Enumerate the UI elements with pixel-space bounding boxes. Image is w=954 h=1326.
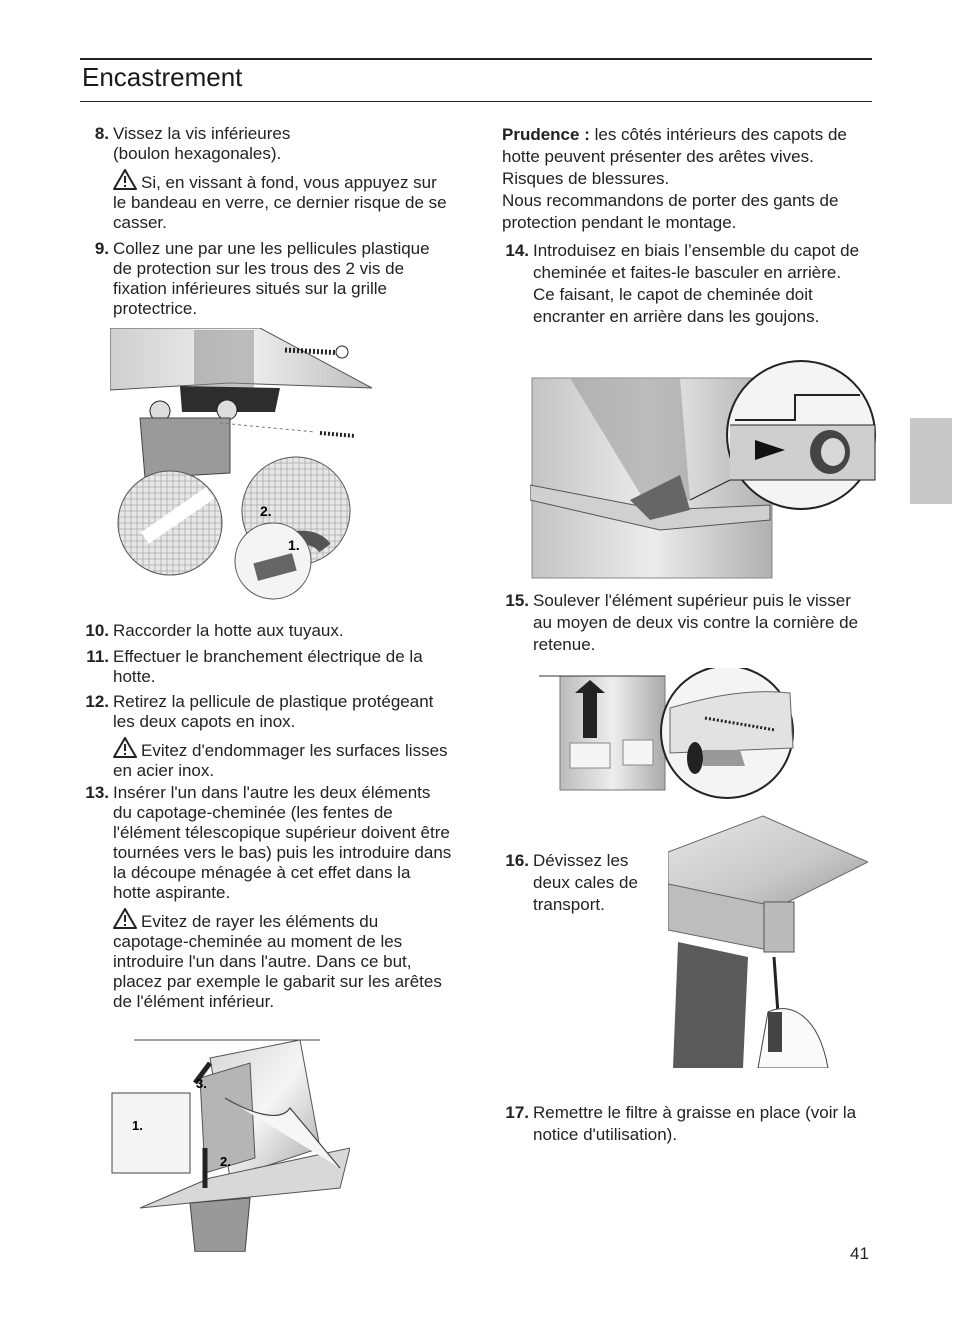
step-8-warning: Si, en vissant à fond, vous appuyez sur le bandeau en verre, ce dernier risque de se casser. — [113, 169, 452, 233]
page-title: Encastrement — [82, 62, 243, 92]
caution-text-2: Nous recommandons de porter des gants de protection pendant le montage. — [502, 191, 839, 232]
right-column — [502, 124, 874, 1144]
figure-step-14 — [530, 360, 876, 580]
step-15: 15. Soulever l'élément supérieur puis le visser au moyen de deux vis contre la cornière de retenue. — [505, 591, 859, 654]
step-13-warning: Evitez de rayer les éléments du capotage-cheminée au moment de les introduire l'un dans l'autre. Dans ce but, placez par exemple le gabarit sur les arêtes de l'élément inférieur. — [113, 908, 452, 1012]
top-rule — [80, 58, 872, 60]
step-9: 9. Collez une par une les pellicules plastique de protection sur les trous des 2 vis de fixation inférieures situés sur la grille protectrice. — [82, 239, 452, 319]
section-tab — [910, 418, 952, 504]
step-8: 8. Vissez la vis inférieures (boulon hexagonales). Si, en vissant à fond, vous appuyez sur le bandeau en verre, ce dernier risque de se casser. — [82, 124, 452, 233]
step-12-warning: Evitez d'endommager les surfaces lisses en acier inox. — [113, 737, 452, 781]
title-rule — [80, 101, 872, 102]
page-number: 41 — [850, 1244, 869, 1263]
step-9-text: Collez une par une les pellicules plastique de protection sur les trous des 2 vis de fixation inférieures situés sur la grille protectrice. — [113, 239, 430, 318]
fig9-label-2: 2. — [260, 503, 272, 519]
fig13-label-1: 1. — [132, 1118, 143, 1133]
step-12: 12. Retirez la pellicule de plastique protégeant les deux capots en inox. Evitez d'endommager les surfaces lisses en acier inox. — [82, 692, 452, 781]
step-10: 10. Raccorder la hotte aux tuyaux. — [85, 621, 344, 640]
fig13-label-3: 3. — [196, 1076, 207, 1091]
warning-icon — [113, 169, 137, 190]
figure-step-9 — [110, 328, 372, 600]
step-17: 17. Remettre le filtre à graisse en place (voir la notice d'utilisation). — [505, 1103, 857, 1144]
step-8-text: Vissez la vis inférieures (boulon hexagonales). — [113, 124, 291, 163]
step-11: 11. Effectuer le branchement électrique de la hotte. — [86, 647, 423, 686]
step-14: 14. Introduisez en biais l’ensemble du capot de cheminée et faites-le basculer en arrière. Ce faisant, le capot de cheminée doit encranter en arrière dans les goujons. — [505, 241, 860, 326]
fig9-label-1: 1. — [288, 537, 300, 553]
warning-icon — [113, 908, 137, 929]
step-13: 13. Insérer l'un dans l'autre les deux éléments du capotage-cheminée (les fentes de l'élément télescopique supérieur doivent être tournées vers le bas) puis les introduire dans la découpe ménagée à cet effet dans la hotte aspirante. Evitez de rayer les éléments du capotage-cheminée au moment de les introduire l'un dans l'autre. Dans ce but, placez par exemple le gabarit sur les arêtes de l'élément inférieur. — [85, 783, 452, 1011]
figure-step-13 — [110, 1038, 350, 1252]
warning-icon — [113, 737, 137, 758]
step-16: 16. Dévissez les deux cales de transport. — [505, 851, 638, 914]
fig13-label-2: 2. — [220, 1154, 231, 1169]
caution-text: Prudence : les côtés intérieurs des capots de hotte peuvent présenter des arêtes vives. Risques de blessures. — [502, 125, 847, 188]
figure-step-16 — [668, 812, 868, 1068]
left-column — [82, 124, 452, 1011]
figure-step-15 — [535, 668, 797, 800]
